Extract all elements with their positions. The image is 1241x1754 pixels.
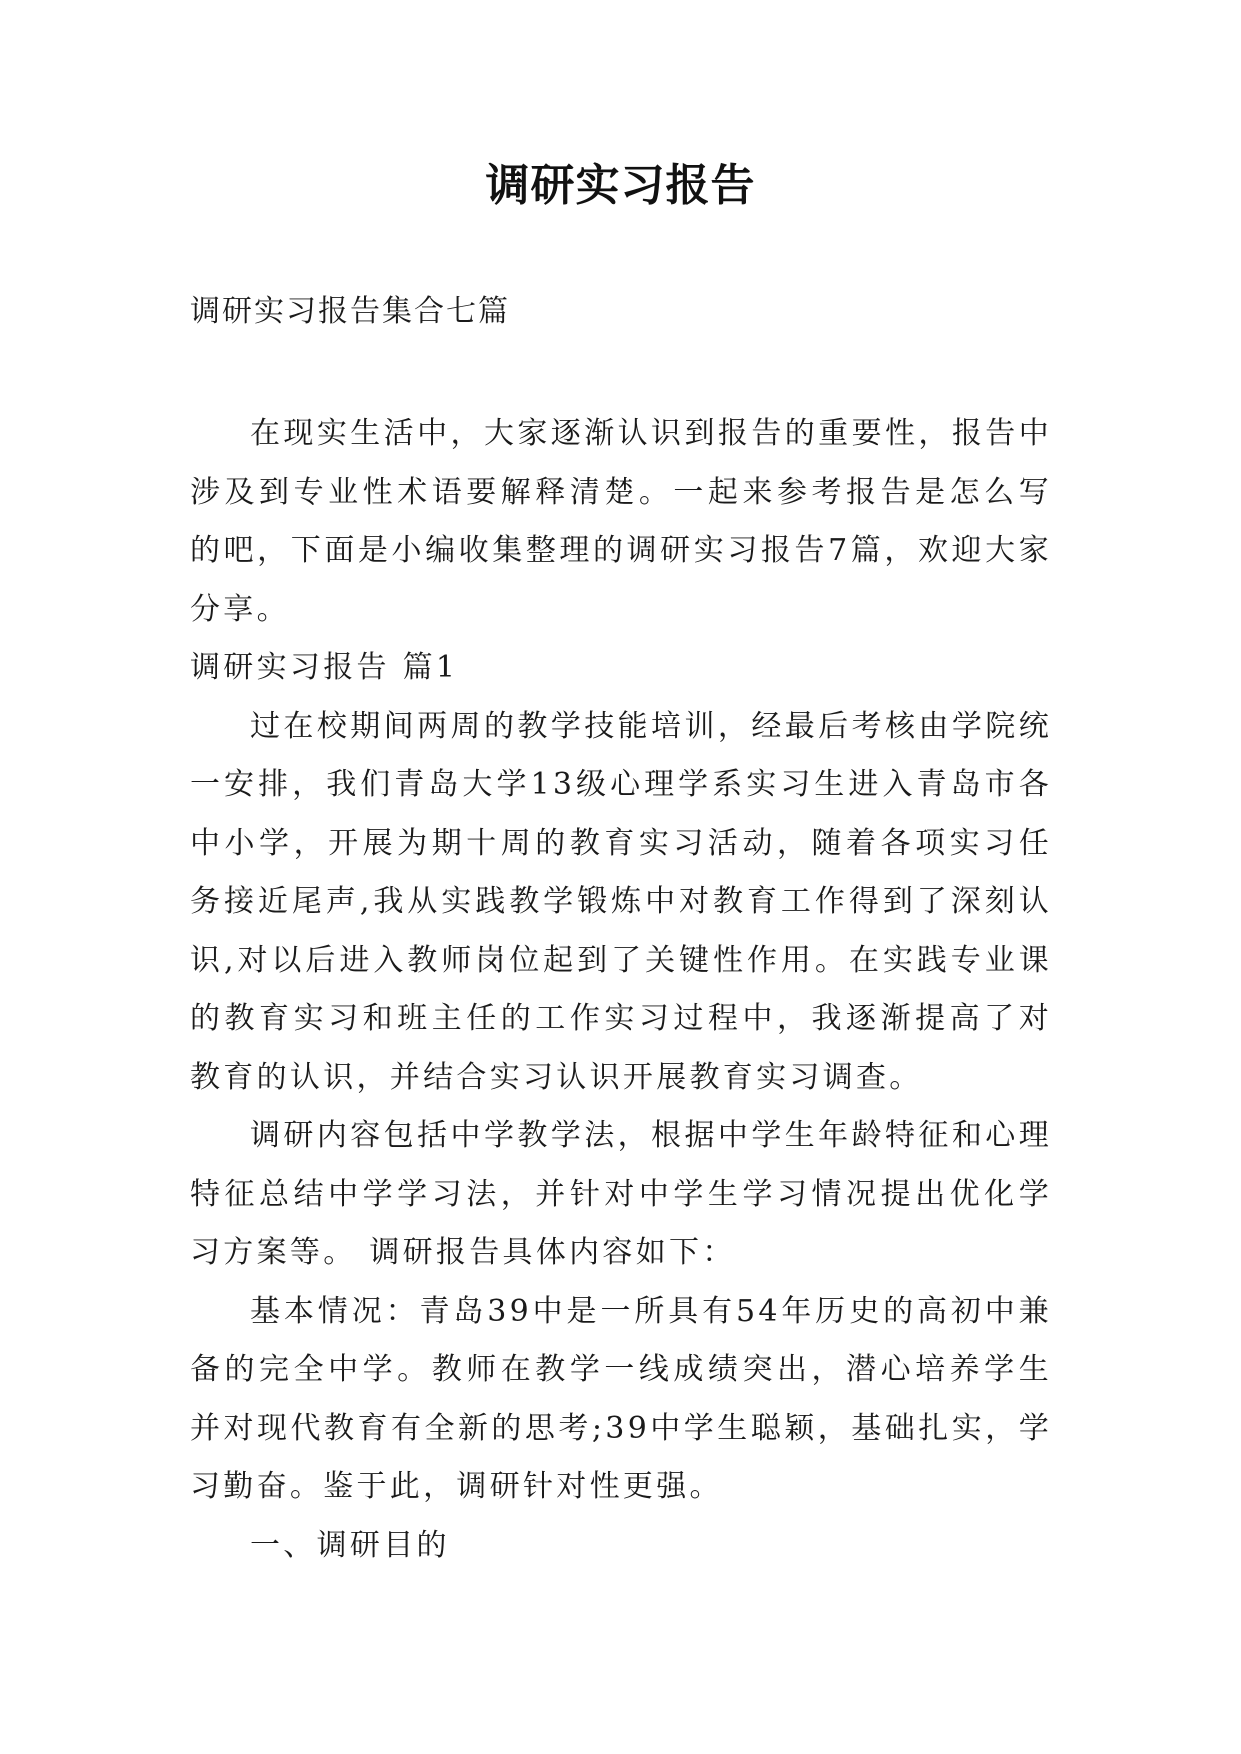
document-subtitle: 调研实习报告集合七篇 bbox=[190, 294, 510, 329]
document-body bbox=[190, 405, 1052, 1575]
section-heading-purpose: 一、调研目的 bbox=[250, 1527, 450, 1563]
section-heading-part-1: 调研实习报告 篇1 bbox=[190, 650, 459, 685]
document-title: 调研实习报告 bbox=[485, 160, 756, 211]
intro-paragraph: 在现实生活中，大家逐渐认识到报告的重要性，报告中涉及到专业性术语要解释清楚。一起来参考报告是怎么写的吧，下面是小编收集整理的调研实习报告7篇，欢迎大家分享。 bbox=[190, 416, 1052, 627]
body-paragraph: 过在校期间两周的教学技能培训，经最后考核由学院统一安排，我们青岛大学13级心理学系实习生进入青岛市各中小学，开展为期十周的教育实习活动，随着各项实习任务接近尾声,我从实践教学锻炼中对教育工作得到了深刻认识,对以后进入教师岗位起到了关键性作用。在实践专业课的教育实习和班主任的工作实习过程中，我逐渐提高了对教育的认识，并结合实习认识开展教育实习调查。 bbox=[190, 708, 1052, 1095]
body-paragraph: 调研内容包括中学教学法，根据中学生年龄特征和心理特征总结中学学习法，并针对中学生学习情况提出优化学习方案等。 调研报告具体内容如下： bbox=[190, 1118, 1052, 1270]
body-paragraph: 基本情况：青岛39中是一所具有54年历史的高初中兼备的完全中学。教师在教学一线成绩突出，潜心培养学生并对现代教育有全新的思考;39中学生聪颖，基础扎实，学习勤奋。鉴于此，调研针对性更强。 bbox=[190, 1293, 1052, 1504]
